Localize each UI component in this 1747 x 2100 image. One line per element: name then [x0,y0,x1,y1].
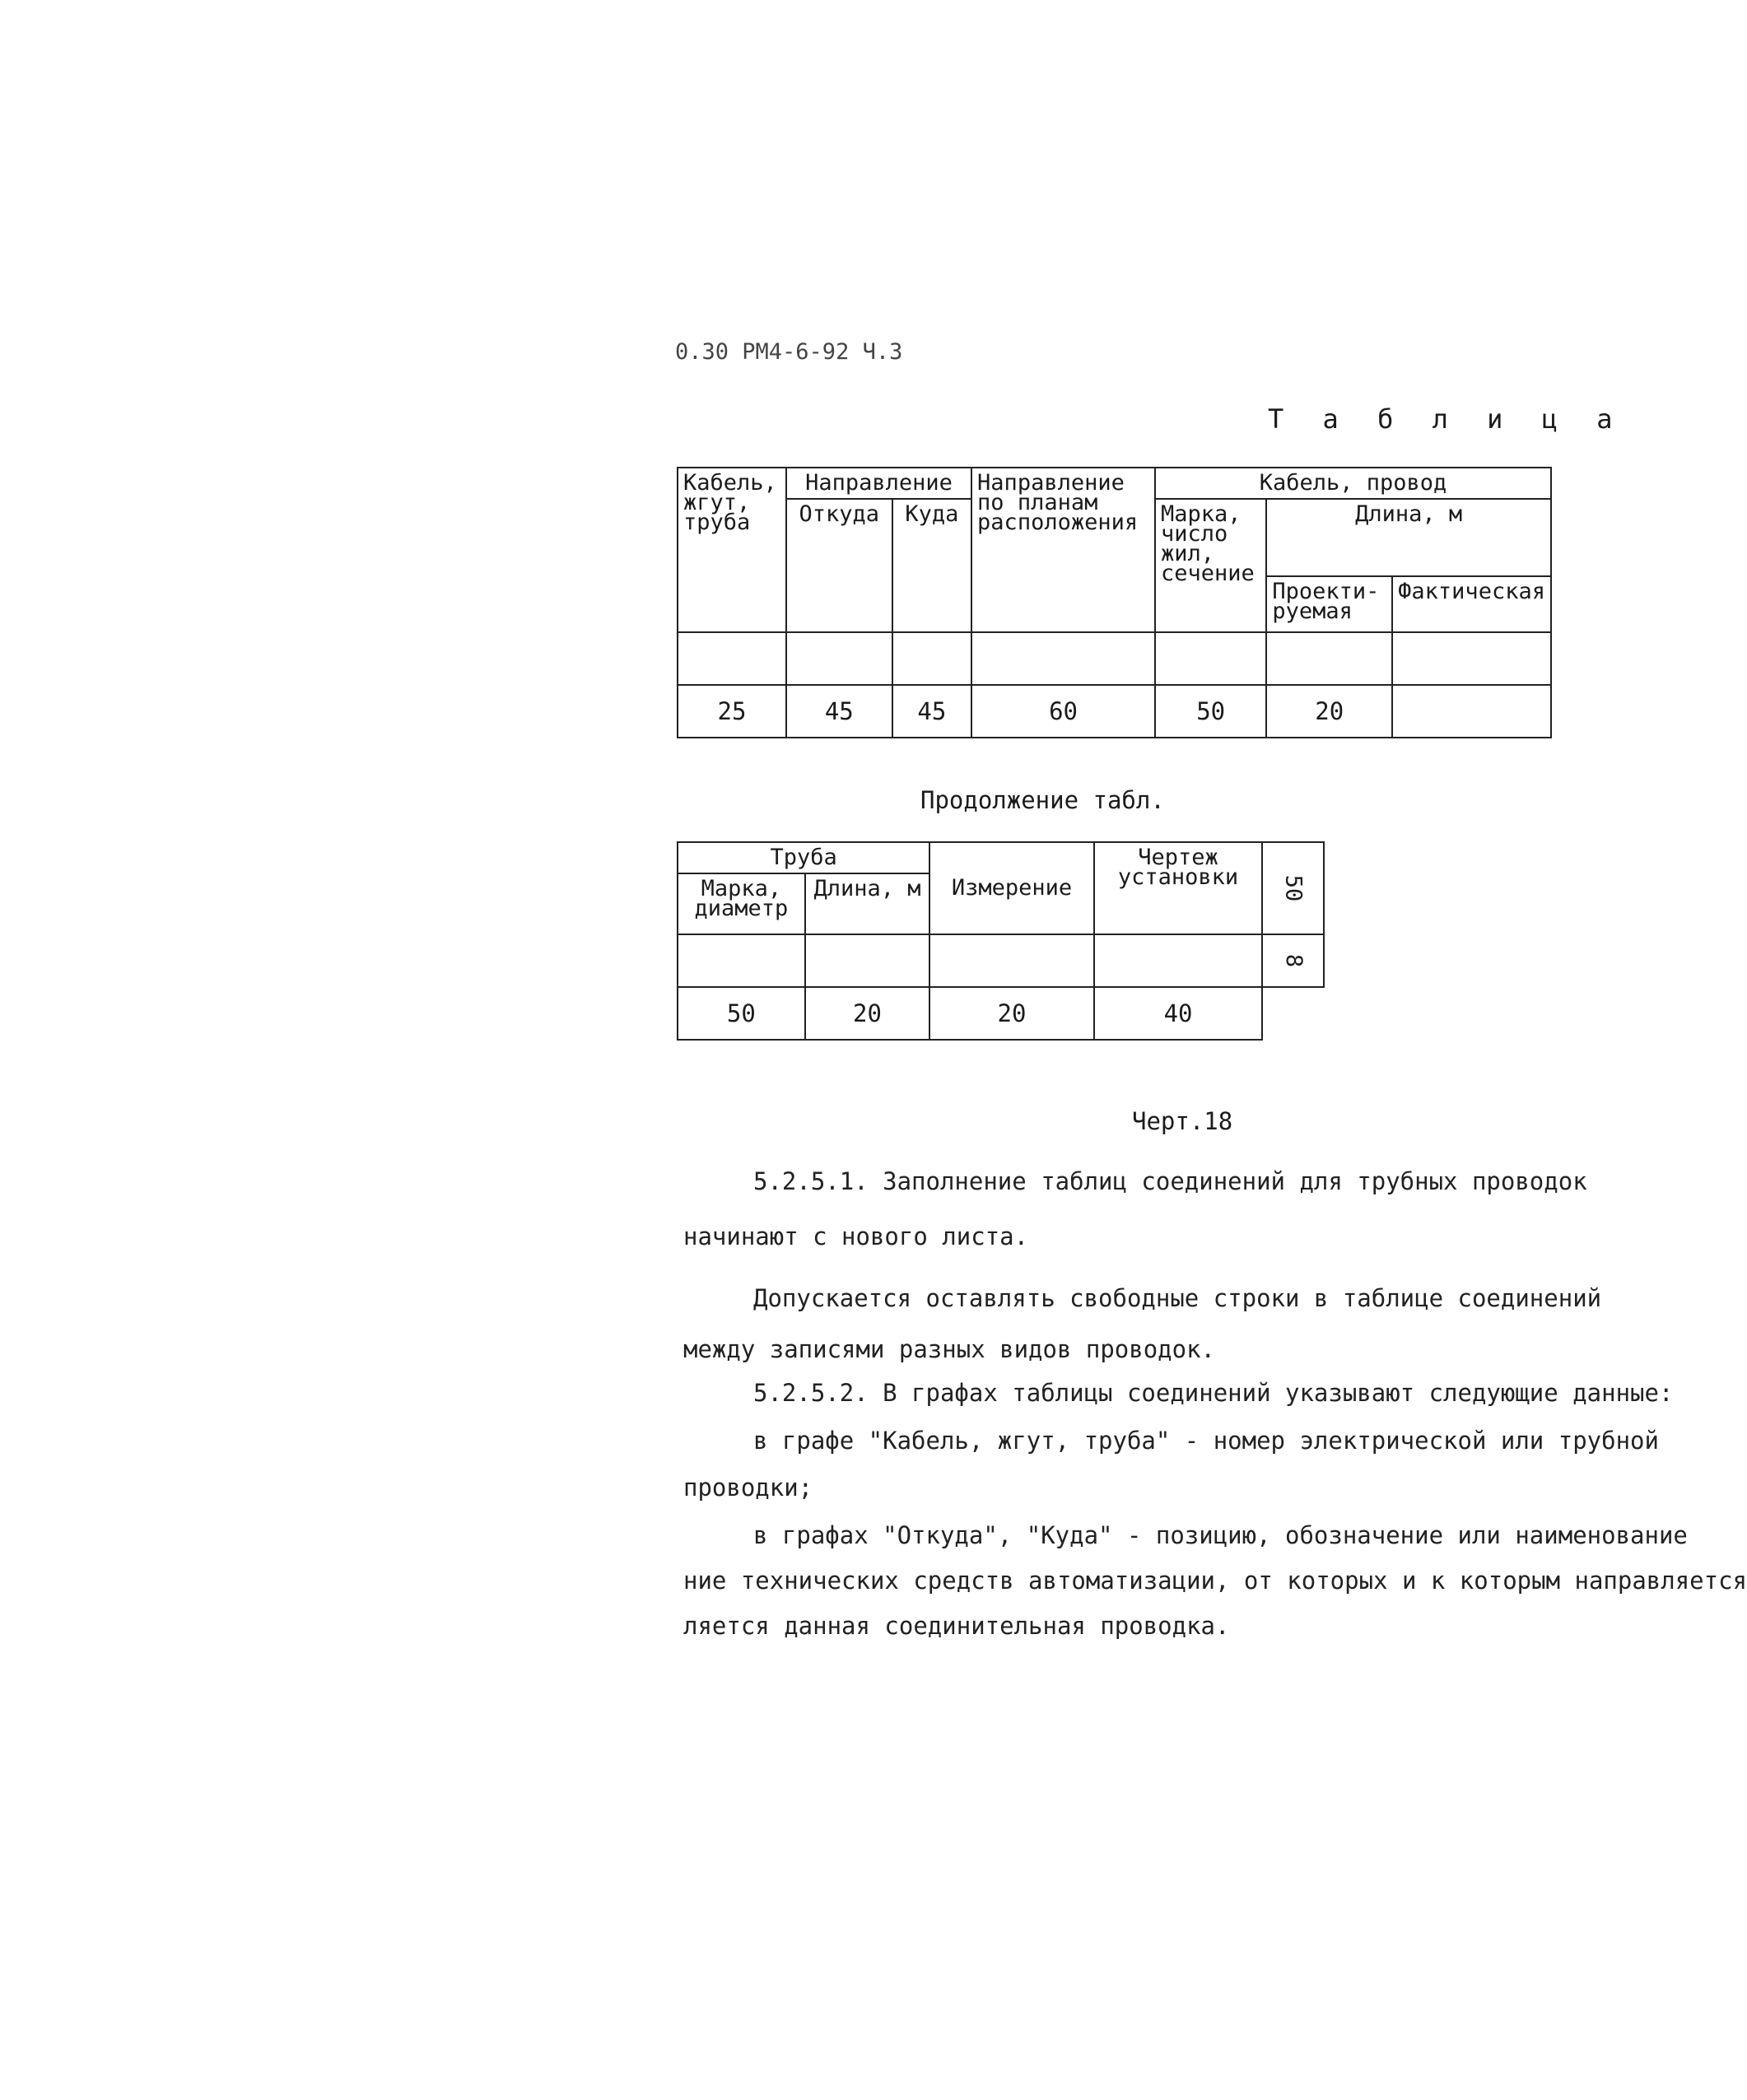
paragraph-line: 5.2.5.1. Заполнение таблиц соединений для трубных проводок [753,1167,1587,1195]
paragraph-line: ляется данная соединительная проводка. [683,1612,1230,1640]
continuation-table [677,841,1325,1041]
continuation-title: Продолжение табл. [920,786,1165,814]
table-title: Т а б л и ц а [1268,403,1624,435]
paragraph-line: ние технических средств автоматизации, от которых и к которым направляется [683,1567,1747,1595]
width-cell: 40 [1094,987,1263,1040]
document-code: 0.30 РМ4-6-92 Ч.3 [675,339,903,365]
width-cell: 50 [678,987,805,1040]
header-cable-bundle-pipe: Кабель, жгут, труба [678,468,786,632]
width-cell: 45 [786,685,892,738]
header-designed: Проекти-руемая [1266,576,1392,632]
header-to: Куда [892,499,971,632]
header-cable-wire: Кабель, провод [1155,468,1551,499]
width-cell: 20 [1266,685,1392,738]
header-direction: Направление [786,468,971,499]
paragraph-line: проводки; [683,1474,813,1502]
header-measurement: Измерение [929,842,1094,934]
connections-table [677,467,1552,738]
width-cell: 60 [971,685,1155,738]
column-widths-row [678,987,1324,1040]
empty-row [678,632,1551,685]
column-widths-row [678,685,1551,738]
width-cell: 20 [929,987,1094,1040]
header-direction-by-plans: Направление по планам расположения [971,468,1155,632]
page-edge-mask [1552,445,1616,741]
empty-row [678,934,1324,987]
header-from: Откуда [786,499,892,632]
paragraph-line: Допускается оставлять свободные строки в таблице соединений [753,1284,1602,1312]
side-number-bottom: 8 [1280,953,1307,968]
paragraph-line: 5.2.5.2. В графах таблицы соединений указывают следующие данные: [753,1379,1674,1407]
width-cell: 25 [678,685,786,738]
paragraph-line: в графе "Кабель, жгут, труба" - номер электрической или трубной [753,1427,1659,1455]
paragraph-line: между записями разных видов проводок. [683,1335,1216,1363]
header-mark-cores-section: Марка, число жил, сечение [1155,499,1266,632]
header-side-number [1262,842,1324,934]
paragraph-line: в графах "Откуда", "Куда" - позицию, обозначение или наименование [753,1521,1688,1549]
header-installation-drawing: Чертеж установки [1094,842,1263,934]
width-cell: 45 [892,685,971,738]
header-pipe-length: Длина, м [805,873,930,934]
width-cell: 50 [1155,685,1266,738]
width-cell: 20 [805,987,930,1040]
width-cell [1392,685,1551,738]
header-actual: Фактическая [1392,576,1551,632]
header-length: Длина, м [1266,499,1551,576]
paragraph-line: начинают с нового листа. [683,1222,1029,1250]
figure-caption: Черт.18 [1132,1107,1233,1135]
header-mark-diameter: Марка, диаметр [678,873,805,934]
header-pipe: Труба [678,842,929,873]
side-number-top: 50 [1280,874,1307,902]
